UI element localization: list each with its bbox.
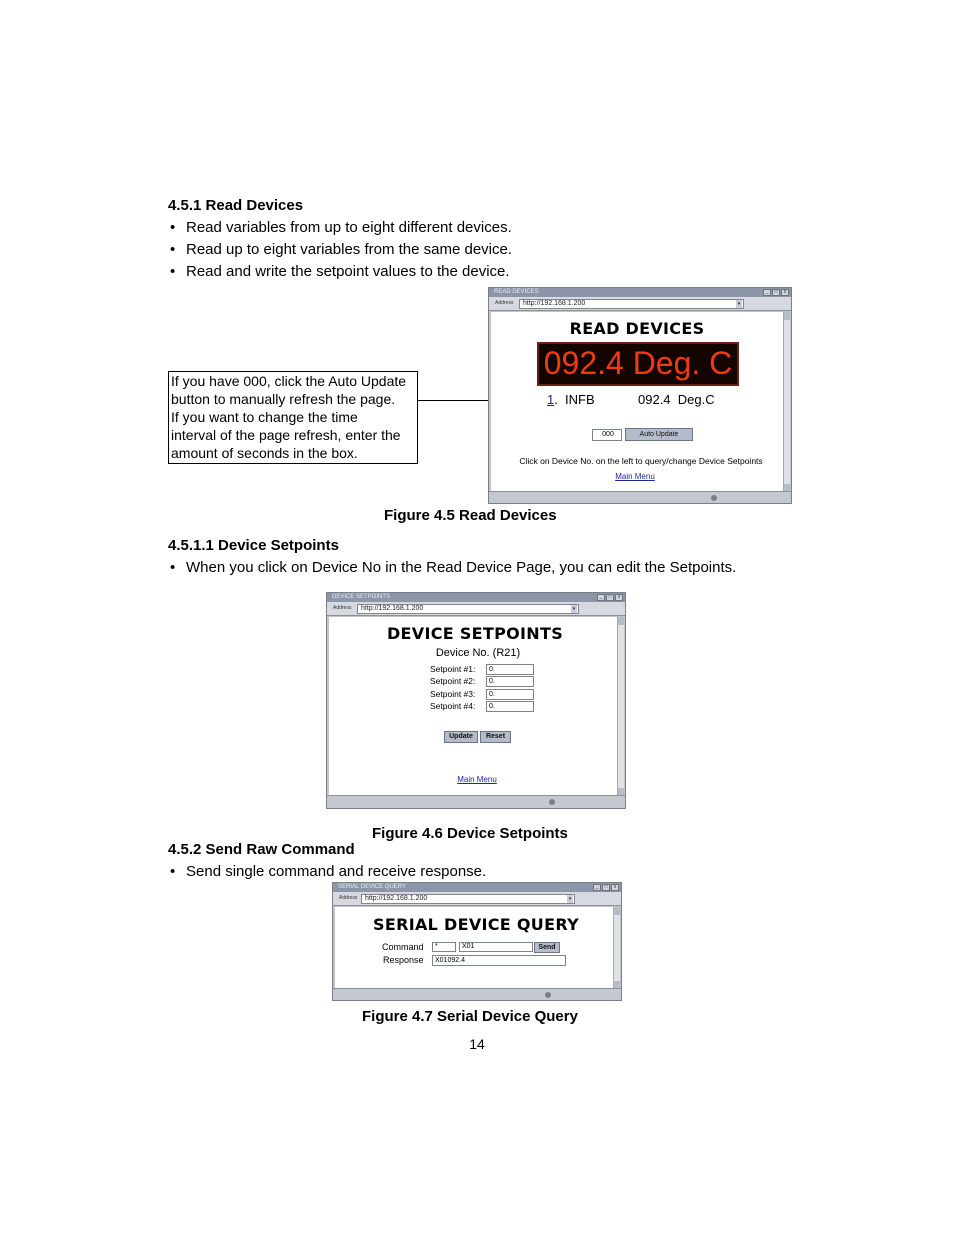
callout-line: If you want to change the time [171,409,358,425]
maximize-icon[interactable]: □ [602,884,610,891]
page-title: DEVICE SETPOINTS [386,624,564,643]
window-title-bar [489,288,791,297]
status-bar [489,491,791,503]
security-icon [549,799,555,805]
address-url: http://192.168.1.200 [523,300,586,307]
instruction-text: Click on Device No. on the left to query/change Device Setpoints [519,456,763,466]
callout-line: button to manually refresh the page. [171,391,396,407]
close-icon[interactable]: x [611,884,619,891]
setpoint-3-input[interactable]: 0. [486,689,534,700]
bullet-text: Read and write the setpoint values to the device. [186,263,510,280]
security-icon [545,992,551,998]
response-output: X01092.4 [432,955,566,966]
callout-box [168,371,418,464]
security-icon [711,495,717,501]
address-label: Address [333,605,352,611]
maximize-icon[interactable]: □ [606,594,614,601]
update-button[interactable]: Update [444,731,478,743]
window-title-bar [327,593,625,602]
bullet-item: • Read up to eight variables from the same device. [170,241,513,258]
vertical-scrollbar[interactable] [617,617,624,796]
setpoint-label: Setpoint #3: [430,689,476,699]
chevron-down-icon[interactable]: ▾ [572,606,576,612]
device-setpoints-window [326,592,626,809]
bullet-text: Read up to eight variables from the same device. [186,241,513,258]
bullet-item: • When you click on Device No in the Read Device Page, you can edit the Setpoints. [170,559,737,576]
main-menu-link-wrap [491,472,779,481]
read-devices-window [488,287,792,504]
command-label: Command [382,942,424,952]
setpoint-label: Setpoint #1: [430,664,476,674]
address-bar [489,297,791,311]
main-menu-link[interactable]: Main Menu [615,472,655,481]
device-reading: 092.4 Deg.C [638,392,715,407]
minimize-icon[interactable]: _ [593,884,601,891]
page-number: 14 [469,1036,485,1052]
bullet-text: Read variables from up to eight different devices. [186,219,512,236]
page-title: SERIAL DEVICE QUERY [373,915,579,934]
reset-button[interactable]: Reset [480,731,511,743]
window-title: SERIAL DEVICE QUERY [338,884,407,890]
address-url: http://192.168.1.200 [361,605,424,612]
address-url: http://192.168.1.200 [365,895,428,902]
device-name: INFB [565,392,595,407]
serial-device-query-window [332,882,622,1001]
response-label: Response [383,955,424,965]
callout-line: amount of seconds in the box. [171,445,358,461]
vertical-scrollbar[interactable] [783,312,790,492]
temperature-display: 092.4 Deg. C [537,342,739,386]
page-content [329,617,617,796]
main-menu-link-wrap [329,775,625,784]
section-heading-read-devices: 4.5.1 Read Devices [168,197,304,214]
figure-caption: Figure 4.6 Device Setpoints [372,825,568,842]
section-heading-send-raw-command: 4.5.2 Send Raw Command [168,841,355,858]
address-label: Address [495,300,514,306]
chevron-down-icon[interactable]: ▾ [737,301,741,307]
address-label: Address [339,895,358,901]
section-heading-device-setpoints: 4.5.1.1 Device Setpoints [168,537,339,554]
setpoint-label: Setpoint #2: [430,676,476,686]
device-number-label: Device No. (R21) [435,647,521,659]
address-bar [327,602,625,616]
bullet-text: Send single command and receive response. [186,863,487,880]
device-row [547,392,558,407]
bullet-item: • Read variables from up to eight different devices. [170,219,512,236]
main-menu-link[interactable]: Main Menu [457,775,497,784]
send-button[interactable]: Send [534,942,560,953]
bullet-item: • Send single command and receive response. [170,863,487,880]
chevron-down-icon[interactable]: ▾ [568,896,572,902]
status-bar [327,795,625,808]
page-content [491,312,783,492]
setpoint-1-input[interactable]: 0. [486,664,534,675]
minimize-icon[interactable]: _ [763,289,771,296]
device-number-link[interactable]: 1 [547,392,555,407]
callout-line: If you have 000, click the Auto Update [171,373,407,389]
vertical-scrollbar[interactable] [613,907,620,989]
window-title: DEVICE SETPOINTS [332,594,391,600]
window-title-bar [333,883,621,892]
device-number-separator: . [554,392,558,407]
figure-caption: Figure 4.7 Serial Device Query [362,1008,578,1025]
address-input[interactable] [357,604,579,614]
page-title: READ DEVICES [569,319,705,338]
maximize-icon[interactable]: □ [772,289,780,296]
close-icon[interactable]: x [781,289,789,296]
bullet-item: • Read and write the setpoint values to the device. [170,263,510,280]
setpoint-4-input[interactable]: 0. [486,701,534,712]
page-content [335,907,613,989]
close-icon[interactable]: x [615,594,623,601]
command-input[interactable]: X01 [459,942,533,952]
address-bar [333,892,621,906]
callout-line: interval of the page refresh, enter the [171,427,401,443]
setpoint-label: Setpoint #4: [430,701,476,711]
auto-update-button[interactable]: Auto Update [625,428,693,441]
status-bar [333,988,621,1000]
command-prefix-input[interactable]: * [432,942,456,952]
setpoint-2-input[interactable]: 0. [486,676,534,687]
address-input[interactable] [519,299,744,309]
figure-caption: Figure 4.5 Read Devices [384,507,557,524]
refresh-interval-input[interactable]: 000 [592,429,622,441]
window-title: READ DEVICES [494,289,539,295]
minimize-icon[interactable]: _ [597,594,605,601]
address-input[interactable] [361,894,575,904]
bullet-text: When you click on Device No in the Read Device Page, you can edit the Setpoints. [186,559,737,576]
